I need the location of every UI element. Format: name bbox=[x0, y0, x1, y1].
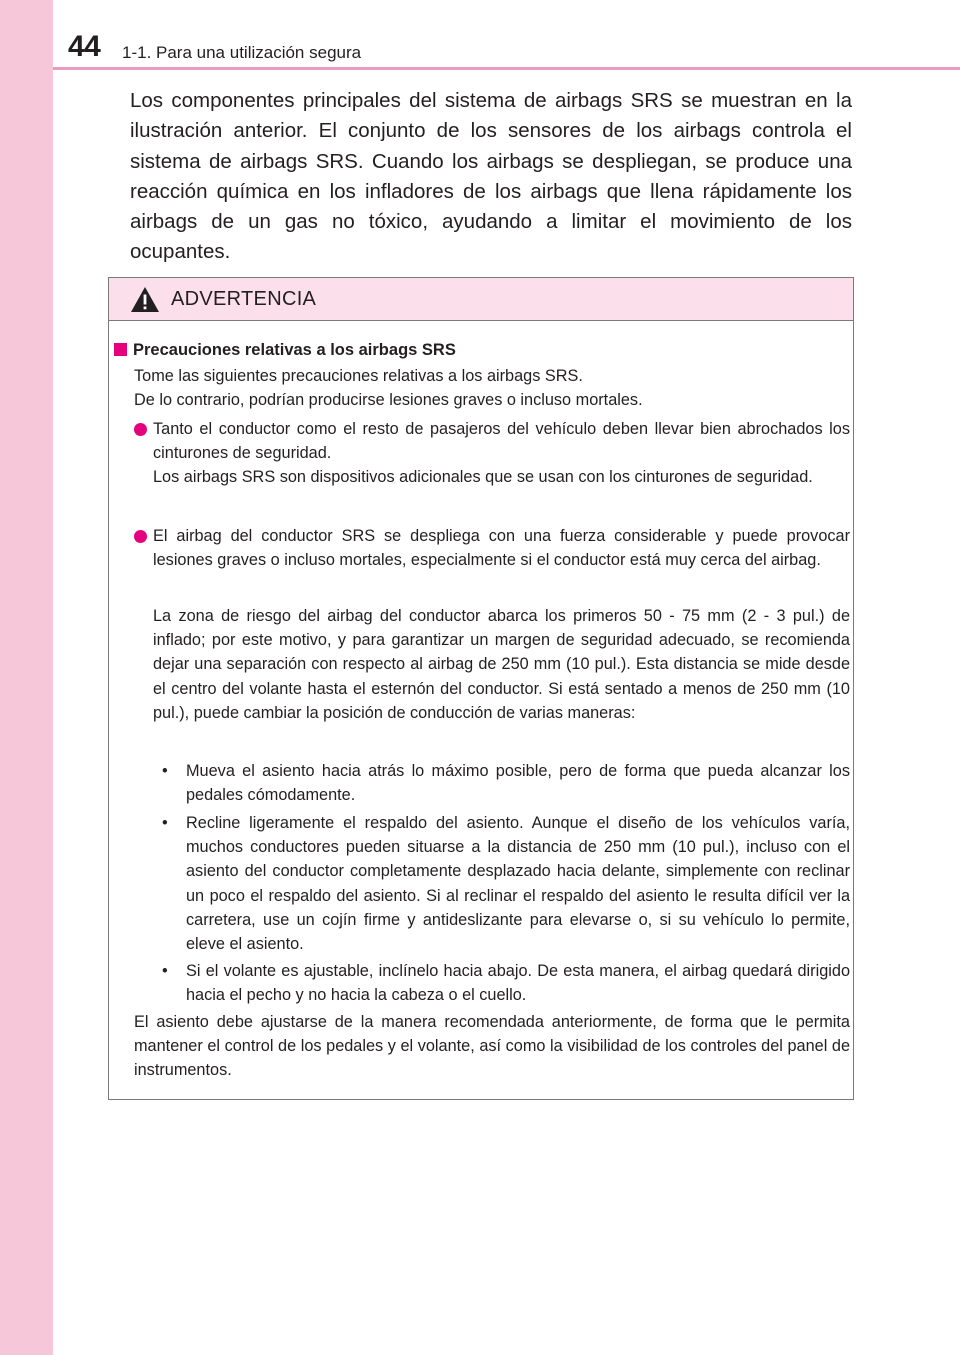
section-header: 1-1. Para una utilización segura bbox=[122, 43, 362, 62]
warning-triangle-icon bbox=[130, 286, 160, 313]
bullet-item bbox=[162, 811, 850, 956]
warning-item-lead: El airbag del conductor SRS se despliega con una fuerza considerable y puede provocar lesiones graves o incluso mortales, especialmente si el conductor está muy cerca del airbag. bbox=[153, 527, 850, 570]
warning-intro bbox=[134, 364, 834, 412]
warning-item-follow: La zona de riesgo del airbag del conductor abarca los primeros 50 - 75 mm (2 - 3 pul.) de inflado; por este motivo, y para garantizar un margen de seguridad adecuado, se recomienda dejar una separación con respecto al airbag de 250 mm (10 pul.). Esta distancia se mide desde el centro del volante hasta el esternón del conductor. Si está sentado a menos de 250 mm (10 pul.), puede cambiar la posición de conducción de varias maneras: bbox=[153, 607, 850, 722]
warning-box bbox=[108, 277, 854, 1100]
warning-item-follow: Los airbags SRS son dispositivos adicionales que se usan con los cinturones de seguridad. bbox=[153, 468, 813, 487]
page-number: 44 bbox=[68, 30, 101, 63]
bullet-dot-icon: • bbox=[162, 962, 168, 980]
intro-paragraph: Los componentes principales del sistema de airbags SRS se muestran en la ilustración anterior. El conjunto de los sensores de los airbags controla el sistema de airbags SRS. Cuando los airbags se despliegan, se produce una reacción química en los infladores de los airbags que llena rápidamente los airbags de un gas no tóxico, ayudando a limitar el movimiento de los ocupantes. bbox=[130, 89, 852, 264]
bullet-dot-icon: • bbox=[162, 814, 168, 832]
bullet-text: Recline ligeramente el respaldo del asiento. Aunque el diseño de los vehículos varía, muchos conductores pueden situarse a la distancia de 250 mm (10 pul.), incluso con el asiento del conductor completamente desplazado hacia delante, simplemente con reclinar un poco el respaldo del asiento. Si al reclinar el respaldo del asiento le resulta difícil ver la carretera, use un cojín firme y antideslizante para elevarse o, si su vehículo lo permite, eleve el asiento. bbox=[186, 814, 850, 954]
warning-title: ADVERTENCIA bbox=[171, 288, 317, 310]
side-tab-band bbox=[0, 0, 53, 1355]
bullet-item bbox=[162, 759, 850, 807]
bullet-item bbox=[162, 959, 850, 1007]
warning-closing: El asiento debe ajustarse de la manera recomendada anteriormente, de forma que le permita mantener el control de los pedales y el volante, así como la visibilidad de los controles del panel de instrumentos. bbox=[134, 1013, 850, 1080]
warning-item bbox=[134, 417, 850, 490]
warning-item bbox=[134, 524, 850, 572]
square-bullet-icon bbox=[114, 343, 127, 356]
bullet-dot-icon: • bbox=[162, 762, 168, 780]
header-rule bbox=[53, 67, 960, 70]
circle-bullet-icon bbox=[134, 423, 147, 436]
warning-header bbox=[109, 278, 853, 321]
bullet-text: Mueva el asiento hacia atrás lo máximo posible, pero de forma que pueda alcanzar los pedales cómodamente. bbox=[186, 762, 850, 805]
bullet-text: Si el volante es ajustable, inclínelo hacia abajo. De esta manera, el airbag quedará dirigido hacia el pecho y no hacia la cabeza o el cuello. bbox=[186, 962, 850, 1005]
warning-item-lead: Tanto el conductor como el resto de pasajeros del vehículo deben llevar bien abrochados los cinturones de seguridad. bbox=[153, 420, 850, 463]
warning-heading-text: Precauciones relativas a los airbags SRS bbox=[133, 341, 456, 359]
warning-intro-line: De lo contrario, podrían producirse lesiones graves o incluso mortales. bbox=[134, 391, 643, 410]
circle-bullet-icon bbox=[134, 530, 147, 543]
warning-heading bbox=[114, 338, 456, 362]
warning-intro-line: Tome las siguientes precauciones relativas a los airbags SRS. bbox=[134, 367, 583, 385]
